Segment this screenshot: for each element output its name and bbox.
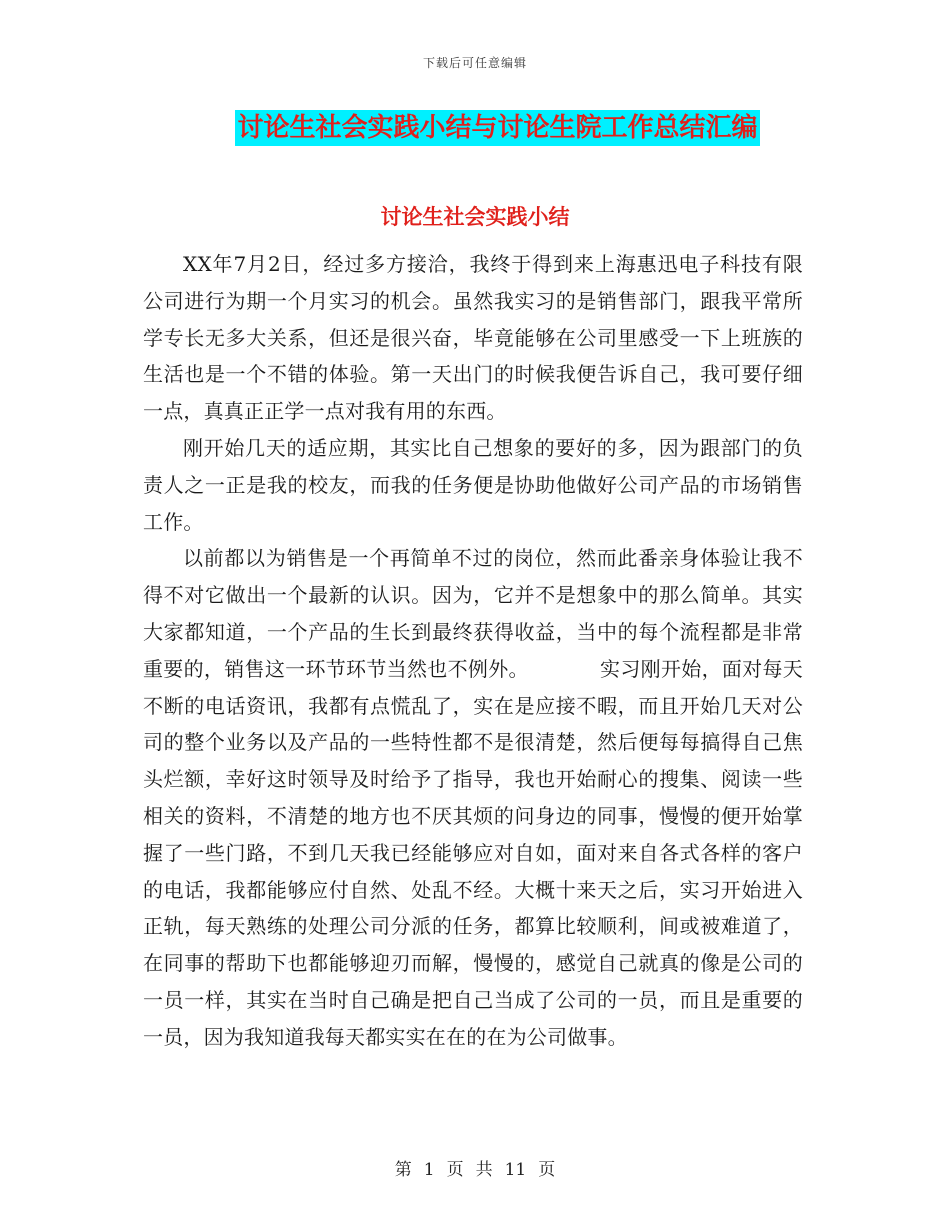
total-pages: 11	[504, 1160, 527, 1180]
page-label: 第	[394, 1160, 412, 1180]
page-number: 1	[423, 1160, 435, 1180]
paragraph: 以前都以为销售是一个再简单不过的岗位，然而此番亲身体验让我不得不对它做出一个最新的认识。因为，它并不是想象中的那么简单。其实大家都知道，一个产品的生长到最终获得收益，当中的每个流程都是非常重要的，销售这一环节环节当然也不例外。 实习刚开始，面对每天不断的电话资讯，我都有点慌乱了，实在是应接不暇，而且开始几天对公司的整个业务以及产品的一些特性都不是很清楚，然后便每每搞得自己焦头烂额，幸好这时领导及时给予了指导，我也开始耐心的搜集、阅读一些相关的资料，不清楚的地方也不厌其烦的问身边的同事，慢慢的便开始掌握了一些门路，不到几天我已经能够应对自如，面对来自各式各样的客户的电话，我都能够应付自然、处乱不经。大概十来天之后，实习开始进入正轨，每天熟练的处理公司分派的任务，都算比较顺利，间或被难道了，在同事的帮助下也都能够迎刃而解，慢慢的，感觉自己就真的像是公司的一员一样，其实在当时自己确是把自己当成了公司的一员，而且是重要的一员，因为我知道我每天都实实在在的在为公司做事。	[143, 546, 803, 1049]
total-label: 共	[475, 1160, 493, 1180]
main-title-container	[0, 110, 950, 146]
document-title: 讨论生社会实践小结与讨论生院工作总结汇编	[235, 110, 759, 146]
document-body	[143, 246, 803, 1056]
paragraph: 刚开始几天的适应期，其实比自己想象的要好的多，因为跟部门的负责人之一正是我的校友，而我的任务便是协助他做好公司产品的市场销售工作。	[143, 435, 803, 534]
paragraph: XX年7月2日，经过多方接洽，我终于得到来上海惠迅电子科技有限公司进行为期一个月实习的机会。虽然我实习的是销售部门，跟我平常所学专长无多大关系，但还是很兴奋，毕竟能够在公司里感受一下上班族的生活也是一个不错的体验。第一天出门的时候我便告诉自己，我可要仔细一点，真真正正学一点对我有用的东西。	[143, 252, 803, 424]
section-title: 讨论生社会实践小结	[380, 205, 570, 229]
total-unit: 页	[538, 1160, 556, 1180]
page-unit: 页	[446, 1160, 464, 1180]
header-note: 下载后可任意编辑	[422, 56, 527, 70]
page-footer	[0, 1155, 950, 1180]
